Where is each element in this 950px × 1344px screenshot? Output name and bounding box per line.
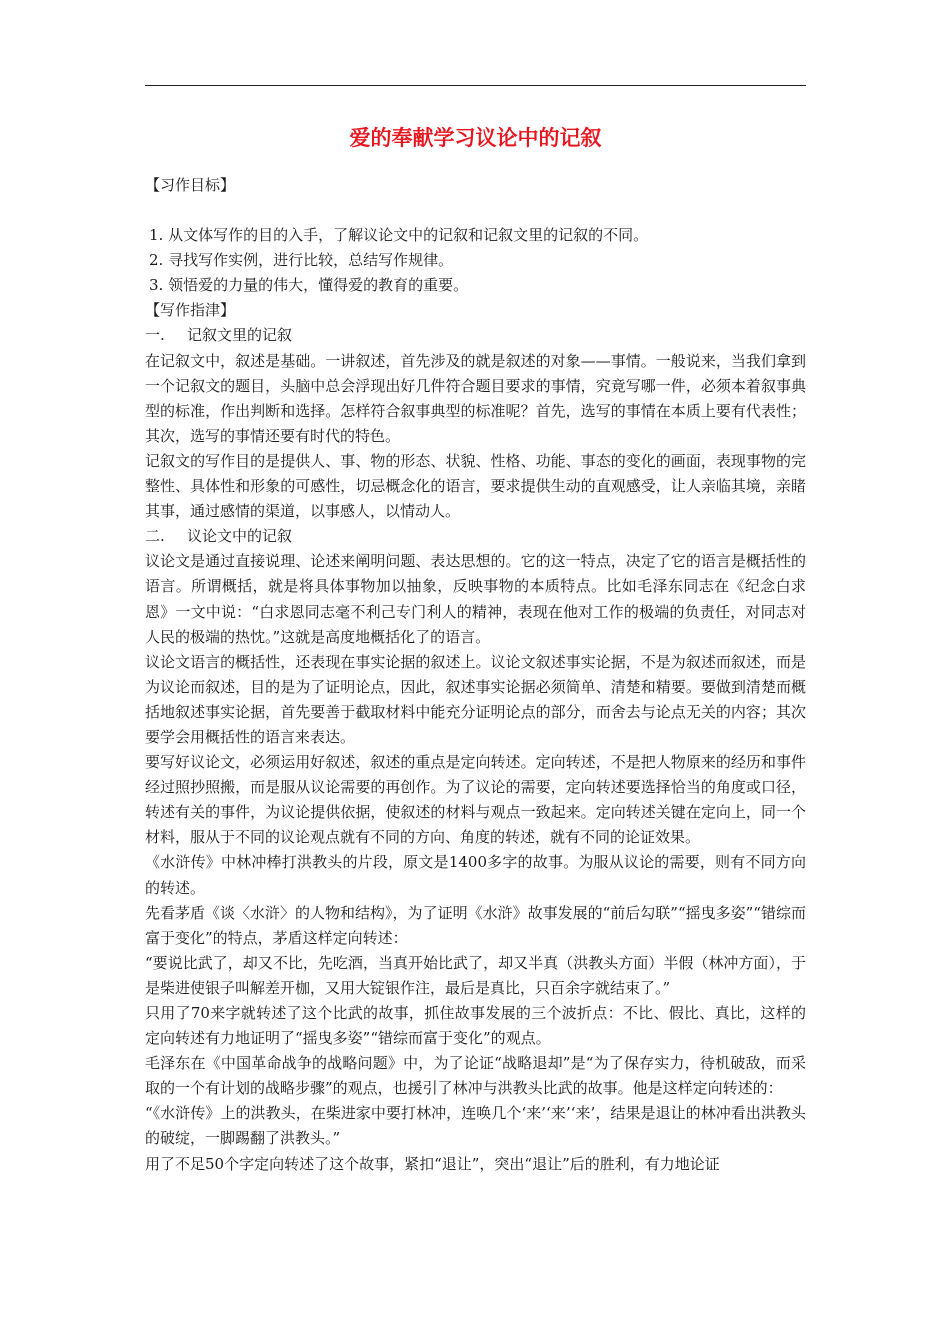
- paragraph: 要写好议论文，必须运用好叙述，叙述的重点是定向转述。定向转述，不是把人物原来的经历和事件经过照抄照搬，而是服从议论需要的再创作。为了议论的需要，定向转述要选择恰当的角度或口径，转述有关的事件，为议论提供依据，使叙述的材料与观点一致起来。定向转述关键在定向上，同一个材料，服从于不同的议论观点就有不同的方向、角度的转述，就有不同的论证效果。: [145, 753, 806, 847]
- paragraph: 议论文语言的概括性，还表现在事实论据的叙述上。议论文叙述事实论据，不是为叙述而叙述，而是为议论而叙述，目的是为了证明论点，因此，叙述事实论据必须简单、清楚和精要。要做到清楚而概括地叙述事实论据，首先要善于截取材料中能充分证明论点的部分，而舍去与论点无关的内容；其次要学会用概括性的语言来表达。: [145, 652, 806, 746]
- paragraph: 在记叙文中，叙述是基础。一讲叙述，首先涉及的就是叙述的对象——事情。一般说来，当我们拿到一个记叙文的题目，头脑中总会浮现出好几件符合题目要求的事情，究竟写哪一件，必须本着叙事典型的标准，作出判断和选择。怎样符合叙事典型的标准呢？首先，选写的事情在本质上要有代表性；其次，选写的事情还要有时代的特色。: [145, 351, 806, 445]
- spacer: [145, 198, 806, 223]
- section-title: 记叙文里的记叙: [187, 326, 293, 345]
- goal-item: 1. 从文体写作的目的入手，了解议论文中的记叙和记叙文里的记叙的不同。: [149, 226, 649, 245]
- goal-item: 2. 寻找写作实例，进行比较，总结写作规律。: [149, 251, 454, 270]
- paragraph: 毛泽东在《中国革命战争的战略问题》中，为了论证“战略退却”是“为了保存实力，待机破敌，而采取的一个有计划的战略步骤”的观点，也援引了林冲与洪教头比武的故事。他是这样定向转述的：: [145, 1054, 806, 1098]
- paragraph: 用了不足50个字定向转述了这个故事，紧扣“退让”，突出“退让”后的胜利，有力地论证: [145, 1154, 720, 1173]
- guide-heading: 【写作指津】: [145, 301, 236, 320]
- goals-heading: 【习作目标】: [145, 176, 236, 194]
- goal-item: 3. 领悟爱的力量的伟大，懂得爱的教育的重要。: [149, 276, 469, 295]
- section-number: 二.: [145, 527, 165, 546]
- document-body: [145, 173, 806, 1177]
- paragraph: 只用了70来字就转述了这个比武的故事，抓住故事发展的三个波折点：不比、假比、真比，这样的定向转述有力地证明了“摇曳多姿”“错综而富于变化”的观点。: [145, 1004, 806, 1048]
- paragraph: 《水浒传》中林冲棒打洪教头的片段，原文是1400多字的故事。为服从议论的需要，则有不同方向的转述。: [145, 853, 806, 897]
- section-heading-2: [145, 524, 806, 549]
- paragraph: 议论文是通过直接说理、论述来阐明问题、表达思想的。它的这一特点，决定了它的语言是概括性的语言。所谓概括，就是将具体事物加以抽象，反映事物的本质特点。比如毛泽东同志在《纪念白求恩》一文中说：“白求恩同志毫不利己专门利人的精神，表现在他对工作的极端的负责任，对同志对人民的极端的热忱。”这就是高度地概括化了的语言。: [145, 552, 806, 646]
- page-title: 爱的奉献学习议论中的记叙: [349, 126, 602, 150]
- header-rule: [145, 85, 806, 86]
- section-title: 议论文中的记叙: [187, 527, 293, 546]
- section-number: 一.: [145, 326, 165, 345]
- paragraph: 先看茅盾《谈〈水浒〉的人物和结构》，为了证明《水浒》故事发展的“前后勾联”“摇曳多姿”“错综而富于变化”的特点，茅盾这样定向转述：: [145, 903, 806, 947]
- quotation: “《水浒传》上的洪教头，在柴进家中要打林冲，连唤几个‘来’‘来’‘来’，结果是退让的林冲看出洪教头的破绽，一脚踢翻了洪教头。”: [145, 1104, 806, 1148]
- paragraph: 记叙文的写作目的是提供人、事、物的形态、状貌、性格、功能、事态的变化的画面，表现事物的完整性、具体性和形象的可感性，切忌概念化的语言，要求提供生动的直观感受，让人亲临其境，亲睹其事，通过感情的渠道，以事感人，以情动人。: [145, 451, 806, 521]
- section-heading-1: [145, 323, 806, 348]
- quotation: “要说比武了，却又不比，先吃酒，当真开始比武了，却又半真（洪教头方面）半假（林冲方面），于是柴进使银子叫解差开枷，又用大锭银作注，最后是真比，只百余字就结束了。”: [145, 953, 806, 997]
